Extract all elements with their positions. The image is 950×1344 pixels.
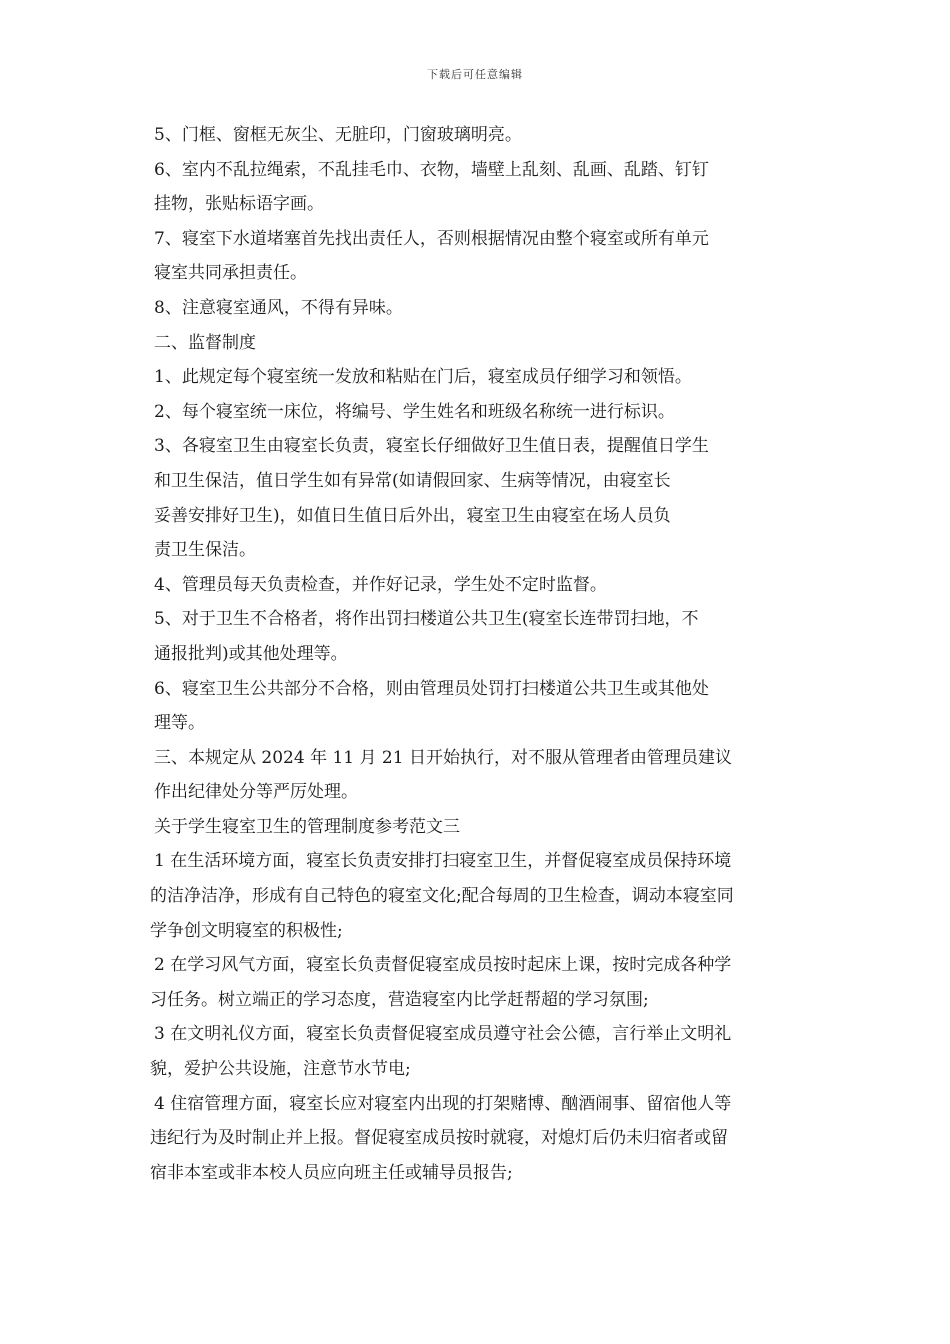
text-line: 1 在生活环境方面，寝室长负责安排打扫寝室卫生，并督促寝室成员保持环境 xyxy=(154,851,732,872)
text-line: 4、管理员每天负责检查，并作好记录，学生处不定时监督。 xyxy=(154,574,607,595)
text-line: 6、室内不乱拉绳索，不乱挂毛巾、衣物，墙壁上乱刻、乱画、乱踏、钉钉 xyxy=(154,159,709,180)
text-line: 通报批判)或其他处理等。 xyxy=(154,643,348,664)
text-line: 习任务。树立端正的学习态度，营造寝室内比学赶帮超的学习氛围; xyxy=(150,989,649,1010)
text-line: 5、门框、窗框无灰尘、无脏印，门窗玻璃明亮。 xyxy=(154,125,522,145)
document-body xyxy=(150,118,820,1190)
text-line: 和卫生保洁，值日学生如有异常(如请假回家、生病等情况，由寝室长 xyxy=(154,470,671,491)
text-line: 5、对于卫生不合格者，将作出罚扫楼道公共卫生(寝室长连带罚扫地，不 xyxy=(154,609,699,630)
text-line: 责卫生保洁。 xyxy=(154,540,256,561)
text-line: 3 在文明礼仪方面，寝室长负责督促寝室成员遵守社会公德，言行举止文明礼 xyxy=(154,1024,732,1045)
section-heading: 二、监督制度 xyxy=(154,332,256,353)
header-note: 下载后可任意编辑 xyxy=(427,68,523,81)
text-line: 3、各寝室卫生由寝室长负责，寝室长仔细做好卫生值日表，提醒值日学生 xyxy=(154,436,709,457)
text-line: 2 在学习风气方面，寝室长负责督促寝室成员按时起床上课，按时完成各种学 xyxy=(154,955,732,976)
text-line: 作出纪律处分等严厉处理。 xyxy=(154,782,358,803)
text-line: 1、此规定每个寝室统一发放和粘贴在门后，寝室成员仔细学习和领悟。 xyxy=(154,367,692,388)
section-heading: 三、本规定从 2024 年 11 月 21 日开始执行，对不服从管理者由管理员建议 xyxy=(154,747,732,768)
text-line: 挂物，张贴标语字画。 xyxy=(154,194,324,215)
text-line: 7、寝室下水道堵塞首先找出责任人，否则根据情况由整个寝室或所有单元 xyxy=(154,228,709,249)
text-line: 的洁净洁净，形成有自己特色的寝室文化;配合每周的卫生检查，调动本寝室同 xyxy=(150,886,734,907)
text-line: 宿非本室或非本校人员应向班主任或辅导员报告; xyxy=(150,1162,513,1183)
text-line: 6、寝室卫生公共部分不合格，则由管理员处罚打扫楼道公共卫生或其他处 xyxy=(154,678,709,699)
text-line: 违纪行为及时制止并上报。督促寝室成员按时就寝，对熄灯后仍未归宿者或留 xyxy=(150,1128,728,1149)
text-line: 理等。 xyxy=(154,713,205,734)
text-line: 4 住宿管理方面，寝室长应对寝室内出现的打架赌博、酗酒闹事、留宿他人等 xyxy=(154,1093,732,1114)
article-title: 关于学生寝室卫生的管理制度参考范文三 xyxy=(154,816,460,837)
text-line: 寝室共同承担责任。 xyxy=(154,263,307,284)
text-line: 貌，爱护公共设施，注意节水节电; xyxy=(150,1059,411,1080)
text-line: 8、注意寝室通风，不得有异味。 xyxy=(154,297,403,318)
text-line: 2、每个寝室统一床位，将编号、学生姓名和班级名称统一进行标识。 xyxy=(154,401,675,422)
text-line: 妥善安排好卫生)，如值日生值日后外出，寝室卫生由寝室在场人员负 xyxy=(154,505,671,526)
text-line: 学争创文明寝室的积极性; xyxy=(150,920,343,941)
